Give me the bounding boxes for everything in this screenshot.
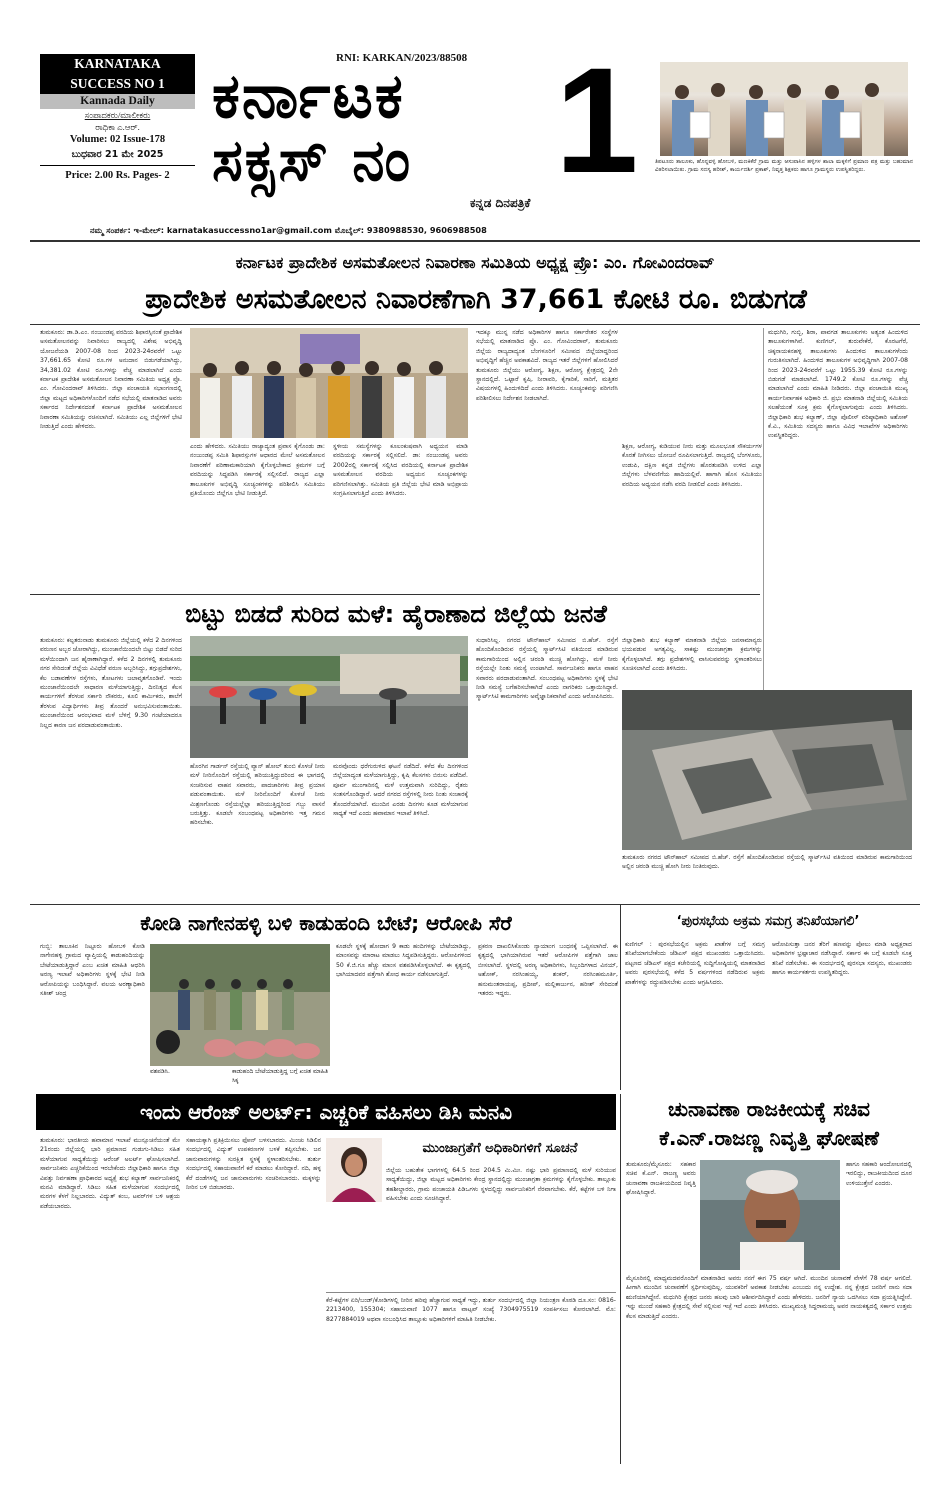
poaching-column-2: ಕೂಡಲೇ ಸ್ಥಳಕ್ಕೆ ಹೋದಾಗ 9 ಕಾಡು ಹಂದಿಗಳನ್ನು ಬೇಟೆಯಾಡಿದ್ದು, ಮಾಂಸವನ್ನು ಮಾರಾಟ ಮಾಡಲು ಸಿದ್ಧಪಡಿಸುತ್ತಿದ್ದರು. ಆರೋಪಿಗಳಿಂದ 50 ಕೆ.ಜಿ.ಗೂ ಹೆಚ್ಚು ಮಾಂಸ ವಶಪಡಿಸಿಕೊಳ್ಳಲಾಗಿದೆ. ಈ ಕೃತ್ಯದಲ್ಲಿ ಭಾಗಿಯಾದವರ ಪತ್ತೆಗಾಗಿ ಶೋಧ ಕಾರ್ಯ ನಡೆಸಲಾಗುತ್ತಿದೆ. xyxy=(336,943,471,979)
issue-date: ಬುಧವಾರ 21 ಮೇ 2025 xyxy=(71,148,164,160)
editor-label: ಸಂಪಾದಕರು/ಮಾಲೀಕರು xyxy=(84,110,151,120)
poaching-column-1: ಗುಬ್ಬಿ: ತಾಲೂಕಿನ ನಿಟ್ಟೂರು ಹೋಬಳಿ ಕೋಡಿ ನಾಗೇನಹಳ್ಳಿ ಗ್ರಾಮದ ವ್ಯಾಪ್ತಿಯಲ್ಲಿ ಕಾಡುಹಂದಿಯನ್ನು ಬೇಟೆಯಾಡುತ್ತಿದ್ದಾರೆ ಎಂಬ ಖಚಿತ ಮಾಹಿತಿ ಆಧರಿಸಿ ಅರಣ್ಯ ಇಲಾಖೆ ಅಧಿಕಾರಿಗಳು ಸ್ಥಳಕ್ಕೆ ಭೇಟಿ ನೀಡಿ ಆರೋಪಿಯನ್ನು ಬಂಧಿಸಿದ್ದಾರೆ. ವಲಯ ಅರಣ್ಯಾಧಿಕಾರಿ ಸತೀಶ್ ಚಂದ್ರ xyxy=(40,943,145,998)
lead-column-3: ಸ್ಥಳೀಯ ಸಮಸ್ಯೆಗಳನ್ನು ಕೂಲಂಕುಷವಾಗಿ ಅಧ್ಯಯನ ಮಾಡಿ ವರದಿಯನ್ನು ಸರ್ಕಾರಕ್ಕೆ ಸಲ್ಲಿಸಲಿದೆ. ಡಾ: ನಂಜುಂಡಪ್ಪ ಅವರು 2002ರಲ್ಲಿ ಸರ್ಕಾರಕ್ಕೆ ಸಲ್ಲಿಸಿದ ವರದಿಯಲ್ಲಿ ಕರ್ನಾಟಕ ಪ್ರಾದೇಶಿಕ ಅಸಮತೋಲನ ವರದಿಯ ಅಧ್ಯಯನ ಸೂಚ್ಯಂಕಗಳನ್ನು ಪರಿಗಣಿಸಲಾಗಿತ್ತು. ಸಮಿತಿಯ ಪ್ರತಿ ಜಿಲ್ಲೆಯ ಭೇಟಿ ಮಾಡಿ ಅಭಿಪ್ರಾಯ ಸಂಗ್ರಹಿಸಲಾಗುತ್ತಿದೆ ಎಂದು ತಿಳಿಸಿದರು. xyxy=(333,443,468,498)
volume-issue: Volume: 02 Issue-178 xyxy=(69,134,166,145)
lead-kicker: ಕರ್ನಾಟಕ ಪ್ರಾದೇಶಿಕ ಅಸಮತೋಲನ ನಿವಾರಣಾ ಸಮಿತಿಯ ಅಧ್ಯಕ್ಷ ಪ್ರೊ: ಎಂ. ಗೋವಿಂದರಾವ್ xyxy=(235,253,715,272)
masthead-type: Kannada Daily xyxy=(40,94,195,109)
orange-column-3: ಜಿಲ್ಲೆಯ ಬಹುತೇಕ ಭಾಗಗಳಲ್ಲಿ 64.5 ರಿಂದ 204.5 ಮಿ.ಮೀ. ನಷ್ಟು ಭಾರಿ ಪ್ರಮಾಣದಲ್ಲಿ ಮಳೆ ಸುರಿಯುವ ಸಾಧ್ಯತೆಯಿದ್ದು, ಜಿಲ್ಲಾ ಮಟ್ಟದ ಅಧಿಕಾರಿಗಳು ಕೇಂದ್ರ ಸ್ಥಾನದಲ್ಲಿದ್ದು ಮುಂಜಾಗ್ರತಾ ಕ್ರಮಗಳನ್ನು ಕೈಗೊಳ್ಳಬೇಕು. ತಾಲ್ಲೂಕು ತಹಶೀಲ್ದಾರರು, ಗ್ರಾಮ ಪಂಚಾಯತಿ ಪಿಡಿಒಗಳು ಸ್ಥಳದಲ್ಲಿದ್ದು ಸಾರ್ವಜನಿಕರಿಗೆ ನೆರವಾಗಬೇಕು. ಕೆರೆ, ಕಟ್ಟೆಗಳ ಬಳಿ ನಿಗಾ ವಹಿಸಬೇಕು ಎಂದು ಸೂಚಿಸಿದ್ದಾರೆ. xyxy=(386,1167,616,1203)
poaching-headline: ಕೋಡಿ ನಾಗೇನಹಳ್ಳಿ ಬಳಿ ಕಾಡುಹಂದಿ ಬೇಟೆ; ಆರೋಪಿ ಸೆರೆ xyxy=(140,911,512,935)
minister-column-full: ಮೈಸೂರಿನಲ್ಲಿ ಮಾಧ್ಯಮದವರೊಂದಿಗೆ ಮಾತನಾಡಿದ ಅವರು ನನಗೆ ಈಗ 75 ವರ್ಷ ಆಗಿದೆ. ಮುಂದಿನ ಚುನಾವಣೆ ವೇಳೆಗೆ 78 ವರ್ಷ ಆಗಲಿದೆ. ಹೀಗಾಗಿ ಮುಂದಿನ ಚುನಾವಣೆಗೆ ಸ್ಪರ್ಧಿಸುವುದಿಲ್ಲ. ಯುವಕರಿಗೆ ಅವಕಾಶ ನೀಡಬೇಕು ಎಂಬುದು ನನ್ನ ಉದ್ದೇಶ. ನನ್ನ ಕ್ಷೇತ್ರದ ಜನರಿಗೆ ನಾನು ಸದಾ ಋಣಿಯಾಗಿದ್ದೇನೆ. ಮಧುಗಿರಿ ಕ್ಷೇತ್ರದ ಜನರು ಹಲವು ಬಾರಿ ಆಶೀರ್ವದಿಸಿದ್ದಾರೆ ಎಂದು ಹೇಳಿದರು. ಜನರಿಗೆ ನ್ಯಾಯ ಒದಗಿಸಲು ಸದಾ ಪ್ರಯತ್ನಿಸಿದ್ದೇನೆ. ಇನ್ನು ಮುಂದೆ ಸಹಕಾರಿ ಕ್ಷೇತ್ರದಲ್ಲಿ ಸೇವೆ ಸಲ್ಲಿಸುವ ಇಚ್ಛೆ ಇದೆ ಎಂದು ತಿಳಿಸಿದರು. ಮುಖ್ಯಮಂತ್ರಿ ಸಿದ್ದರಾಮಯ್ಯ ಅವರ ನಾಯಕತ್ವದಲ್ಲಿ ಸರ್ಕಾರ ಉತ್ತಮ ಕೆಲಸ ಮಾಡುತ್ತಿದೆ ಎಂದರು. xyxy=(626,1275,912,1320)
title-number: 1 xyxy=(555,36,639,204)
corner-photo-caption: ತಿಪಟೂರು ತಾಲೂಕು, ಹೊನ್ನವಳ್ಳಿ ಹೋಬಳಿ, ಮಣಕಿಕೆರೆ ಗ್ರಾಮ ಮತ್ತು ಆಸುಪಾಸಿನ ಹಳ್ಳಿಗಳ ಶಾಲಾ ಮಕ್ಕಳಿಗೆ ಪ್ರಮಾಣ ಪತ್ರ ಮತ್ತು ಬಹುಮಾನ ವಿತರಿಸಲಾಯಿತು. ಗ್ರಾಮ ಸದಸ್ಯ ಹರೀಶ್, ಕಾರ್ಯದರ್ಶಿ ಪ್ರಕಾಶ್, ನಿವೃತ್ತ ಶಿಕ್ಷಕರು ಹಾಗೂ ಗ್ರಾಮಸ್ಥರು ಉಪಸ್ಥಿತರಿದ್ದರು. xyxy=(655,159,913,174)
rain-column-3: ಮರವೊಂದು ಧರೆಗುರುಳಿದ ಘಟನೆ ನಡೆದಿದೆ. ಕಳೆದ ಕೆಲ ದಿನಗಳಿಂದ ಜಿಲ್ಲೆಯಾದ್ಯಂತ ಮಳೆಯಾಗುತ್ತಿದ್ದು, ಕೃಷಿ ಕೆಲಸಗಳು ಬಿರುಸು ಪಡೆದಿವೆ. ಪೂರ್ವ ಮುಂಗಾರಿನಲ್ಲಿ ಮಳೆ ಉತ್ತಮವಾಗಿ ಸುರಿದಿದ್ದು, ರೈತರು ಸಂತಸಗೊಂಡಿದ್ದಾರೆ. ಆದರೆ ನಗರದ ರಸ್ತೆಗಳಲ್ಲಿ ನೀರು ನಿಂತು ಸಂಚಾರಕ್ಕೆ ತೊಂದರೆಯಾಗಿದೆ. ಮುಂದಿನ ಎರಡು ದಿನಗಳು ಕೂಡ ಮಳೆಯಾಗುವ ಸಾಧ್ಯತೆ ಇದೆ ಎಂದು ಹವಾಮಾನ ಇಲಾಖೆ ತಿಳಿಸಿದೆ. xyxy=(333,763,468,818)
rain-column-2: ಹೊರಗಿನ ಗಾರ್ಡನ್ ರಸ್ತೆಯಲ್ಲಿ ವ್ಯಾನ್ ಹೋಲ್ ತುಂಬಿ ಕೊಳಚೆ ನೀರು ಮಳೆ ನೀರಿನೊಂದಿಗೆ ರಸ್ತೆಯಲ್ಲಿ ಹರಿಯುತ್ತಿದ್ದುದರಿಂದ ಈ ಭಾಗದಲ್ಲಿ ಸಂಚರಿಸುವ ವಾಹನ ಸವಾರರು, ಪಾದಚಾರಿಗಳು ತೀವ್ರ ಪ್ರಯಾಸ ಪಡುವಂತಾಯಿತು. ಮಳೆ ನೀರಿನೊಂದಿಗೆ ಕೊಳಚೆ ನೀರು ಮಿಶ್ರಣಗೊಂಡು ರಸ್ತೆಯಲ್ಲೆಲ್ಲಾ ಹರಿಯುತ್ತಿದ್ದರಿಂದ ಗಬ್ಬು ವಾಸನೆ ಬರುತ್ತಿತ್ತು. ಕೂಡಲೇ ಸಂಬಂಧಪಟ್ಟ ಅಧಿಕಾರಿಗಳು ಇತ್ತ ಗಮನ ಹರಿಸಬೇಕು. xyxy=(190,763,325,827)
contact-strip: ನಮ್ಮ ಸಂಪರ್ಕ: ಇ-ಮೇಲ್: karnatakasuccessno1ar@gmail.com ಮೊಬೈಲ್: 9380988530, 9606988508 xyxy=(90,225,487,235)
poaching-caption-right: ಕಾಡುಹಂದಿ ಬೇಟೆಯಾಡುತ್ತಿದ್ದ ಬಗ್ಗೆ ಖಚಿತ ಮಾಹಿತಿ ಸಿಕ್ಕ xyxy=(232,1068,329,1084)
rain-column-1: ತುಮಕೂರು: ಕಲ್ಪತರುನಾಡು ತುಮಕೂರು ಜಿಲ್ಲೆಯಲ್ಲಿ ಕಳೆದ 2 ದಿನಗಳಿಂದ ವರುಣನ ಅಬ್ಬರ ಜೋರಾಗಿದ್ದು, ಮುಂಜಾನೆಯಿಂದಲೇ ಬಿಟ್ಟು ಬಿಡದೆ ಸುರಿದ ಮಳೆಯಿಂದಾಗಿ ಜನ ಹೈರಾಣಾಗಿದ್ದಾರೆ. ಕಳೆದ 2 ದಿನಗಳಲ್ಲಿ ತುಮಕೂರು ನಗರ ಸೇರಿದಂತೆ ಜಿಲ್ಲೆಯ ವಿವಿಧೆಡೆ ವರುಣ ಅಬ್ಬರಿಸಿದ್ದು, ತಗ್ಗುಪ್ರದೇಶಗಳು, ಕೆಲ ಬಡಾವಣೆಗಳ ರಸ್ತೆಗಳು, ತೋಟಗಳು ಜಲಾವೃತಗೊಂಡಿವೆ. ಇಂದು ಮುಂಜಾನೆಯಿಂದಲೇ ಸಾಧಾರಣ ಮಳೆಯಾಗುತ್ತಿದ್ದು, ದಿನನಿತ್ಯದ ಕೆಲಸ ಕಾರ್ಯಗಳಿಗೆ ತೆರಳುವ ಸರ್ಕಾರಿ ನೌಕರರು, ಕೂಲಿ ಕಾರ್ಮಿಕರು, ಶಾಲೆಗೆ ತೆರಳುವ ವಿದ್ಯಾರ್ಥಿಗಳು ತೀವ್ರ ತೊಂದರೆ ಅನುಭವಿಸುವಂತಾಯಿತು. ಮುಂಜಾನೆಯಿಂದ ಆರಂಭವಾದ ಮಳೆ ಬೆಳಿಗ್ಗೆ 9.30 ಗಂಟೆಯಾದರೂ ನಿಲ್ಲದ ಕಾರಣ ಜನ ಪರದಾಡುವಂತಾಯಿತು. xyxy=(40,637,182,729)
title-line-2: ಸಕ್ಸಸ್ ನಂ xyxy=(212,126,413,194)
municipal-column-2: ಆರೋಪಿಸುತ್ತಾ ಜನರ ತೆರಿಗೆ ಹಣವನ್ನು ಪೋಲು ಮಾಡಿ ಅಧ್ಯಕ್ಷರಾದ ಅಧಿಕಾರಿಗಳ ಭ್ರಷ್ಟಾಚಾರ ನಡೆಸಿದ್ದಾರೆ. ಸರ್ಕಾರ ಈ ಬಗ್ಗೆ ಕೂಡಲೇ ಸೂಕ್ತ ತನಿಖೆ ನಡೆಸಬೇಕು. ಈ ಸಂದರ್ಭದಲ್ಲಿ ಪುರಸಭಾ ಸದಸ್ಯರು, ಮುಖಂಡರು ಹಾಗೂ ಕಾರ್ಯಕರ್ತರು ಉಪಸ್ಥಿತರಿದ್ದರು. xyxy=(772,941,912,977)
minister-headline-1: ಚುನಾವಣಾ ರಾಜಕೀಯಕ್ಕೆ ಸಚಿವ xyxy=(667,1097,870,1121)
minister-column-a: ತುಮಕೂರು/ಮೈಸೂರು: ಸಹಕಾರ ಸಚಿವ ಕೆ.ಎನ್. ರಾಜಣ್ಣ ಅವರು ಚುನಾವಣಾ ರಾಜಕೀಯದಿಂದ ನಿವೃತ್ತಿ ಘೋಷಿಸಿದ್ದಾರೆ. xyxy=(626,1161,696,1197)
rain-photo-street xyxy=(190,636,468,758)
minister-column-b: ಹಾಗೂ ಸಹಕಾರಿ ಆಂದೋಲನದಲ್ಲಿ ಇರಲಿದ್ದು, ರಾಜಕೀಯದಿಂದ ದೂರ ಉಳಿಯುತ್ತೇನೆ ಎಂದರು. xyxy=(846,1161,912,1187)
masthead-brand: SUCCESS NO 1 xyxy=(40,74,195,94)
lead-headline: ಪ್ರಾದೇಶಿಕ ಅಸಮತೋಲನ ನಿವಾರಣೆಗಾಗಿ 37,661 ಕೋಟಿ ರೂ. ಬಿಡುಗಡೆ xyxy=(145,284,807,315)
poaching-caption-left: ವಶಪಡಿಸಿ. xyxy=(150,1068,170,1075)
poaching-photo xyxy=(150,944,330,1066)
subtitle: ಕನ್ನಡ ದಿನಪತ್ರಿಕೆ xyxy=(470,196,531,210)
masthead-info-box xyxy=(40,54,195,184)
title-line-1: ಕರ್ನಾಟಕ xyxy=(212,59,405,132)
rain-headline: ಬಿಟ್ಟು ಬಿಡದೆ ಸುರಿದ ಮಳೆ: ಹೈರಾಣಾದ ಜಿಲ್ಲೆಯ ಜನತೆ xyxy=(185,600,607,628)
minister-headline-2: ಕೆ.ಎನ್.ರಾಜಣ್ಣ ನಿವೃತ್ತಿ ಘೋಷಣೆ xyxy=(659,1126,879,1150)
lead-column-2: ಎಂದು ಹೇಳಿದರು. ಸಮಿತಿಯು ರಾಜ್ಯಾದ್ಯಂತ ಪ್ರವಾಸ ಕೈಗೊಂಡು ಡಾ: ನಂಜುಂಡಪ್ಪ ಸಮಿತಿ ಶಿಫಾರಸ್ಸುಗಳ ಆಧಾರದ ಮೇಲೆ ಅಸಮತೋಲನ ನಿವಾರಣೆಗೆ ಪರಿಣಾಮಕಾರಿಯಾಗಿ ಕೈಗೊಳ್ಳಬೇಕಾದ ಕ್ರಮಗಳ ಬಗ್ಗೆ ವರದಿಯನ್ನು ಸಿದ್ಧಪಡಿಸಿ ಸರ್ಕಾರಕ್ಕೆ ಸಲ್ಲಿಸಲಿದೆ. ರಾಜ್ಯದ ಎಲ್ಲಾ ತಾಲೂಕುಗಳ ಅಭಿವೃದ್ಧಿ ಸೂಚ್ಯಂಕಗಳನ್ನು ಪರಿಶೀಲಿಸಿ ಸಮಿತಿಯು ಪ್ರತಿಯೊಂದು ಜಿಲ್ಲೆಗೂ ಭೇಟಿ ನೀಡುತ್ತಿದೆ. xyxy=(190,443,325,498)
minister-photo xyxy=(700,1160,840,1270)
lead-column-5: ಶಿಕ್ಷಣ, ಆರೋಗ್ಯ, ಕುಡಿಯುವ ನೀರು ಮತ್ತು ಮೂಲಭೂತ ಸೌಕರ್ಯಗಳ ಕೊರತೆ ನೀಗಿಸಲು ಯೋಜನೆ ರೂಪಿಸಲಾಗುತ್ತಿದೆ. ರಾಜ್ಯದಲ್ಲಿ ಬೆಂಗಳೂರು, ಉಡುಪಿ, ದಕ್ಷಿಣ ಕನ್ನಡ ಜಿಲ್ಲೆಗಳು ಹೊರತುಪಡಿಸಿ ಉಳಿದ ಎಲ್ಲಾ ಜಿಲ್ಲೆಗಳು ಬೆಳವಣಿಗೆಯ ಹಾದಿಯಲ್ಲಿವೆ. ಹಾಗಾಗಿ ಹೊಸ ಸಮಿತಿಯು ವರದಿಯ ಅಧ್ಯಯನ ನಡೆಸಿ ವರದಿ ನೀಡಲಿದೆ ಎಂದು ತಿಳಿಸಿದರು. xyxy=(622,443,762,488)
rni-number: RNI: KARKAN/2023/88508 xyxy=(336,52,468,64)
lead-photo-meeting xyxy=(190,328,468,438)
lead-column-6: ಮಧುಗಿರಿ, ಗುಬ್ಬಿ, ಶಿರಾ, ಪಾವಗಡ ತಾಲೂಕುಗಳು ಅತ್ಯಂತ ಹಿಂದುಳಿದ ತಾಲೂಕುಗಳಾಗಿವೆ. ಕುಣಿಗಲ್, ತುರುವೇಕೆರೆ, ಕೊರಟಗೆರೆ, ಚಿಕ್ಕನಾಯಕನಹಳ್ಳಿ ತಾಲೂಕುಗಳು ಹಿಂದುಳಿದ ತಾಲೂಕುಗಳೆಂದು ಗುರುತಿಸಲಾಗಿದೆ. ಹಿಂದುಳಿದ ತಾಲೂಕುಗಳ ಅಭಿವೃದ್ಧಿಗಾಗಿ 2007-08 ರಿಂದ 2023-24ರವರೆಗೆ ಒಟ್ಟು 1955.39 ಕೋಟಿ ರೂ.ಗಳನ್ನು ಬಿಡುಗಡೆ ಮಾಡಲಾಗಿದೆ. 1749.2 ಕೋಟಿ ರೂ.ಗಳನ್ನು ವೆಚ್ಚ ಮಾಡಲಾಗಿದೆ ಎಂದು ಮಾಹಿತಿ ನೀಡಿದರು. ಜಿಲ್ಲಾ ಪಂಚಾಯಿತಿ ಮುಖ್ಯ ಕಾರ್ಯನಿರ್ವಾಹಕ ಅಧಿಕಾರಿ ಜಿ. ಪ್ರಭು ಮಾತನಾಡಿ ಜಿಲ್ಲೆಯಲ್ಲಿ ಸಮಿತಿಯ ಸಲಹೆಯಂತೆ ಸೂಕ್ತ ಕ್ರಮ ಕೈಗೊಳ್ಳಲಾಗುವುದು ಎಂದು ತಿಳಿಸಿದರು. ಜಿಲ್ಲಾಧಿಕಾರಿ ಶುಭ ಕಲ್ಯಾಣ್, ಜಿಲ್ಲಾ ಪೊಲೀಸ್ ವರಿಷ್ಠಾಧಿಕಾರಿ ಅಶೋಕ್ ಕೆ.ವಿ., ಸಮಿತಿಯ ಸದಸ್ಯರು ಹಾಗೂ ವಿವಿಧ ಇಲಾಖೆಗಳ ಅಧಿಕಾರಿಗಳು ಉಪಸ್ಥಿತರಿದ್ದರು. xyxy=(768,329,908,440)
orange-alert-banner: ಇಂದು ಆರೆಂಜ್ ಅಲರ್ಟ್: ಎಚ್ಚರಿಕೆ ವಹಿಸಲು ಡಿಸಿ ಮನವಿ xyxy=(36,1094,616,1130)
orange-column-4: ಕೆರೆ-ಕಟ್ಟೆಗಳ ಏರಿ/ಬಂಡ್/ಕೋಡಿಗಳಲ್ಲಿ ನೀರಿನ ಹರಿವು ಹೆಚ್ಚಾಗುವ ಸಾಧ್ಯತೆ ಇದ್ದು, ತುರ್ತು ಸಂದರ್ಭದಲ್ಲಿ ಜಿಲ್ಲಾ ನಿಯಂತ್ರಣ ಕೊಠಡಿ ದೂ.ಸಂ: 0816-2213400, 155304; ಸಹಾಯವಾಣಿ 1077 ಹಾಗೂ ವಾಟ್ಸಪ್ ಸಂಖ್ಯೆ 7304975519 ಸಂಪರ್ಕಿಸಲು ಕೋರಲಾಗಿದೆ. ಮೊ: 8277884019 ಅಥವಾ ಸಂಬಂಧಿಸಿದ ತಾಲ್ಲೂಕು ಅಧಿಕಾರಿಗಳಿಗೆ ಮಾಹಿತಿ ನೀಡಬೇಕು. xyxy=(326,1297,616,1323)
lead-column-4: ಇದಕ್ಕೂ ಮುನ್ನ ನಡೆದ ಅಧಿಕಾರಿಗಳ ಹಾಗೂ ಸರ್ಕಾರೇತರ ಸಂಸ್ಥೆಗಳ ಸಭೆಯಲ್ಲಿ ಮಾತನಾಡಿದ ಪ್ರೊ. ಎಂ. ಗೋವಿಂದರಾವ್, ತುಮಕೂರು ಜಿಲ್ಲೆಯ ರಾಜ್ಯದಾದ್ಯಂತ ಬೆಂಗಳೂರಿಗೆ ಸಮೀಪದ ಜಿಲ್ಲೆಯಾದ್ದರಿಂದ ಅಭಿವೃದ್ಧಿಗೆ ಹೆಚ್ಚಿನ ಅವಕಾಶವಿದೆ. ರಾಜ್ಯದ ಇತರೆ ಜಿಲ್ಲೆಗಳಿಗೆ ಹೋಲಿಸಿದರೆ ತುಮಕೂರು ಜಿಲ್ಲೆಯು ಆರೋಗ್ಯ, ಶಿಕ್ಷಣ, ಆರೋಗ್ಯ ಕ್ಷೇತ್ರದಲ್ಲಿ 2ನೇ ಸ್ಥಾನದಲ್ಲಿದೆ. ಒಟ್ಟಾರೆ ಕೃಷಿ, ನೀರಾವರಿ, ಕೈಗಾರಿಕೆ, ಸಾರಿಗೆ, ಮತ್ತಿತರ ವಿಷಯಗಳಲ್ಲಿ ಹಿಂದುಳಿದಿದೆ ಎಂದು ತಿಳಿಸಿದರು. ಸೂಚ್ಯಂಕವನ್ನು ಪರಿಗಣಿಸಿ ಪರಿಶೀಲಿಸಲು ನಿರ್ದೇಶನ ನೀಡಲಾಗಿದೆ. xyxy=(476,329,618,402)
orange-column-1: ತುಮಕೂರು: ಭಾರತೀಯ ಹವಾಮಾನ ಇಲಾಖೆ ಮುನ್ಸೂಚನೆಯಂತೆ ಮೇ 21ರಂದು ಜಿಲ್ಲೆಯಲ್ಲಿ ಭಾರಿ ಪ್ರಮಾಣದ ಗುಡುಗು-ಸಿಡಿಲು ಸಹಿತ ಮಳೆಯಾಗುವ ಸಾಧ್ಯತೆಯಿದ್ದು ಆರೆಂಜ್ ಅಲರ್ಟ್ ಘೋಷಿಸಲಾಗಿದೆ. ಸಾರ್ವಜನಿಕರು ಎಚ್ಚರಿಕೆಯಿಂದ ಇರಬೇಕೆಂದು ಜಿಲ್ಲಾಧಿಕಾರಿ ಹಾಗೂ ಜಿಲ್ಲಾ ವಿಪತ್ತು ನಿರ್ವಹಣಾ ಪ್ರಾಧಿಕಾರದ ಅಧ್ಯಕ್ಷೆ ಶುಭ ಕಲ್ಯಾಣ್ ಸಾರ್ವಜನಿಕರಲ್ಲಿ ಮನವಿ ಮಾಡಿದ್ದಾರೆ. ಸಿಡಿಲು ಸಹಿತ ಮಳೆಯಾಗುವ ಸಂದರ್ಭದಲ್ಲಿ ಮರಗಳ ಕೆಳಗೆ ನಿಲ್ಲಬಾರದು. ವಿದ್ಯುತ್ ಕಂಬ, ಟವರ್‌ಗಳ ಬಳಿ ಆಶ್ರಯ ಪಡೆಯಬಾರದು. xyxy=(40,1137,180,1210)
rain-photo-caption: ತುಮಕೂರು ನಗರದ ಟೌನ್‍ಹಾಲ್ ಸಮೀಪದ ಬಿ.ಹೆಚ್. ರಸ್ತೆಗೆ ಹೊಂದಿಕೊಂಡಿರುವ ರಸ್ತೆಯಲ್ಲಿ ಸ್ಮಾರ್ಟ್‍ಸಿಟಿ ವತಿಯಿಂದ ಮಾಡಿರುವ ಕಾಮಗಾರಿಯಿಂದ ಅಲ್ಲಿನ ಚರಂಡಿ ಮುಚ್ಚಿ ಹೋಗಿ ನೀರು ನಿಂತಿರುವುದು. xyxy=(622,854,912,870)
dc-portrait-photo xyxy=(326,1138,382,1202)
rain-column-5: ಜಿಲ್ಲಾಧಿಕಾರಿ ಶುಭ ಕಲ್ಯಾಣ್ ಮಾತನಾಡಿ ಜಿಲ್ಲೆಯ ಜನಸಾಮಾನ್ಯರು ಭಯಪಡುವ ಅಗತ್ಯವಿಲ್ಲ. ಸಾಕಷ್ಟು ಮುಂಜಾಗ್ರತಾ ಕ್ರಮಗಳನ್ನು ಕೈಗೊಳ್ಳಲಾಗಿದೆ. ತಗ್ಗು ಪ್ರದೇಶಗಳಲ್ಲಿ ವಾಸಿಸುವವರನ್ನು ಸ್ಥಳಾಂತರಿಸಲು ಸೂಚಿಸಲಾಗಿದೆ ಎಂದು ತಿಳಿಸಿದರು. xyxy=(622,637,762,673)
price-pages: Price: 2.00 Rs. Pages- 2 xyxy=(65,170,170,181)
poaching-column-3: ಪ್ರಕರಣ ದಾಖಲಿಸಿಕೊಂಡು ನ್ಯಾಯಾಂಗ ಬಂಧನಕ್ಕೆ ಒಪ್ಪಿಸಲಾಗಿದೆ. ಈ ಕೃತ್ಯದಲ್ಲಿ ಭಾಗಿಯಾಗಿರುವ ಇತರೆ ಆರೋಪಿಗಳ ಪತ್ತೆಗಾಗಿ ಜಾಲ ಬೀಸಲಾಗಿದೆ. ಸ್ಥಳದಲ್ಲಿ ಅರಣ್ಯ ಅಧಿಕಾರಿಗಳು, ಸಿಬ್ಬಂದಿಗಳಾದ ವಿನಯ್, ಅಶೋಕ್, ನರಸಿಂಹಯ್ಯ, ಶಂಕರ್, ನರಸಿಂಹಮೂರ್ತಿ, ಹನುಮಂತರಾಯಪ್ಪ, ಪ್ರದೀಪ್, ಮಲ್ಲಿಕಾರ್ಜುನ, ಹರೀಶ್ ಸೇರಿದಂತೆ ಇತರರು ಇದ್ದರು. xyxy=(478,943,618,998)
rain-photo-drain xyxy=(622,690,912,850)
municipal-column-1: ಕುಣಿಗಲ್ : ಪುರಸಭೆಯಲ್ಲಿನ ಅಕ್ರಮ ಖಾತೆಗಳ ಬಗ್ಗೆ ಸಮಗ್ರ ತನಿಖೆಯಾಗಬೇಕೆಂದು ಜೆಡಿಎಸ್ ಪಕ್ಷದ ಮುಖಂಡರು ಒತ್ತಾಯಿಸಿದರು. ಪಟ್ಟಣದ ಜೆಡಿಎಸ್ ಪಕ್ಷದ ಕಚೇರಿಯಲ್ಲಿ ಸುದ್ದಿಗೋಷ್ಠಿಯಲ್ಲಿ ಮಾತನಾಡಿದ ಅವರು ಪುರಸಭೆಯಲ್ಲಿ ಕಳೆದ 5 ವರ್ಷಗಳಿಂದ ನಡೆದಿರುವ ಅಕ್ರಮ ಖಾತೆಗಳನ್ನು ರದ್ದುಪಡಿಸಬೇಕು ಎಂದು ಆಗ್ರಹಿಸಿದರು. xyxy=(625,941,765,986)
corner-photo-students xyxy=(660,62,908,156)
editor-name: ರಾಧಿಕಾ ಎ.ಆರ್. xyxy=(95,122,140,132)
orange-sub-headline: ಮುಂಜಾಗ್ರತೆಗೆ ಅಧಿಕಾರಿಗಳಿಗೆ ಸೂಚನೆ xyxy=(422,1141,578,1156)
lead-column-1: ತುಮಕೂರು: ಡಾ.ಡಿ.ಎಂ. ನಂಜುಂಡಪ್ಪ ವರದಿಯ ಶಿಫಾರಸ್ಸಿನಂತೆ ಪ್ರಾದೇಶಿಕ ಅಸಮತೋಲನವನ್ನು ನಿವಾರಿಸಲು ರಾಜ್ಯದಲ್ಲಿ ವಿಶೇಷ ಅಭಿವೃದ್ಧಿ ಯೋಜನೆಯಡಿ 2007-08 ರಿಂದ 2023-24ರವರೆಗೆ ಒಟ್ಟು 37,661.65 ಕೋಟಿ ರೂ.ಗಳ ಅನುದಾನ ಬಿಡುಗಡೆಯಾಗಿದ್ದು, 34,381.02 ಕೋಟಿ ರೂ.ಗಳನ್ನು ವೆಚ್ಚ ಮಾಡಲಾಗಿದೆ ಎಂದು ಕರ್ನಾಟಕ ಪ್ರಾದೇಶಿಕ ಅಸಮತೋಲನ ನಿವಾರಣಾ ಸಮಿತಿಯ ಅಧ್ಯಕ್ಷ ಪ್ರೊ. ಎಂ. ಗೋವಿಂದರಾವ್ ತಿಳಿಸಿದರು. ಜಿಲ್ಲಾ ಪಂಚಾಯತಿ ಸಭಾಂಗಣದಲ್ಲಿ ಜಿಲ್ಲಾ ಮಟ್ಟದ ಅಧಿಕಾರಿಗಳೊಂದಿಗೆ ನಡೆದ ಸಭೆಯಲ್ಲಿ ಮಾತನಾಡಿದ ಅವರು ಸರ್ಕಾರದ ನಿರ್ದೇಶನದಂತೆ ಕರ್ನಾಟಕ ಪ್ರಾದೇಶಿಕ ಅಸಮತೋಲನ ನಿವಾರಣಾ ಸಮಿತಿಯನ್ನು ರಚಿಸಲಾಗಿದೆ. ಸಮಿತಿಯು ಎಲ್ಲ ಜಿಲ್ಲೆಗಳಿಗೆ ಭೇಟಿ ನೀಡುತ್ತಿದೆ ಎಂದು ಹೇಳಿದರು. xyxy=(40,329,182,431)
orange-column-2: ಸಹಾಯಕ್ಕಾಗಿ ಪ್ರತಿಕ್ರಿಯಿಸಲು ಫೋನ್ ಬಳಸಬಾರದು. ಮಿಂಚು ಸಿಡಿಲಿನ ಸಂದರ್ಭದಲ್ಲಿ ವಿದ್ಯುತ್ ಉಪಕರಣಗಳ ಬಳಕೆ ತಪ್ಪಿಸಬೇಕು. ಜನ ಜಾನುವಾರುಗಳನ್ನು ಸುರಕ್ಷಿತ ಸ್ಥಳಕ್ಕೆ ಸ್ಥಳಾಂತರಿಸಬೇಕು. ತುರ್ತು ಸಂದರ್ಭದಲ್ಲಿ ಸಹಾಯವಾಣಿಗೆ ಕರೆ ಮಾಡಲು ಕೋರಿದ್ದಾರೆ. ನದಿ, ಹಳ್ಳ ಕೆರೆ ದಂಡೆಗಳಲ್ಲಿ ಜನ ಜಾನುವಾರುಗಳು ಸಂಚರಿಸಬಾರದು. ಮಕ್ಕಳನ್ನು ನೀರಿನ ಬಳಿ ಬಿಡಬಾರದು. xyxy=(186,1137,321,1192)
rain-column-4: ಸುಧಾರಿಸಿಲ್ಲ. ನಗರದ ಟೌನ್‍ಹಾಲ್ ಸಮೀಪದ ಬಿ.ಹೆಚ್. ರಸ್ತೆಗೆ ಹೊಂದಿಕೊಂಡಿರುವ ರಸ್ತೆಯಲ್ಲಿ ಸ್ಮಾರ್ಟ್‍ಸಿಟಿ ವತಿಯಿಂದ ಮಾಡಿರುವ ಕಾಮಗಾರಿಯಿಂದ ಅಲ್ಲಿನ ಚರಂಡಿ ಮುಚ್ಚಿ ಹೋಗಿದ್ದು, ಮಳೆ ನೀರು ರಸ್ತೆಯಲ್ಲೇ ನಿಂತು ಸಮಸ್ಯೆ ಉಂಟಾಗಿದೆ. ಸಾರ್ವಜನಿಕರು ಹಾಗೂ ವಾಹನ ಸವಾರರು ಪರದಾಡುವಂತಾಗಿದೆ. ಸಂಬಂಧಪಟ್ಟ ಅಧಿಕಾರಿಗಳು ಸ್ಥಳಕ್ಕೆ ಭೇಟಿ ನೀಡಿ ಸಮಸ್ಯೆ ಬಗೆಹರಿಸಬೇಕಾಗಿದೆ ಎಂದು ನಾಗರಿಕರು ಒತ್ತಾಯಿಸಿದ್ದಾರೆ. ಸ್ಮಾರ್ಟ್‍ಸಿಟಿ ಕಾಮಗಾರಿಗಳು ಅವೈಜ್ಞಾನಿಕವಾಗಿವೆ ಎಂದು ಆರೋಪಿಸಿದರು. xyxy=(476,637,618,701)
masthead-region: KARNATAKA xyxy=(40,54,195,74)
municipal-headline: ‘ಪುರಸಭೆಯ ಅಕ್ರಮ ಸಮಗ್ರ ತನಿಖೆಯಾಗಲಿ’ xyxy=(676,914,860,929)
